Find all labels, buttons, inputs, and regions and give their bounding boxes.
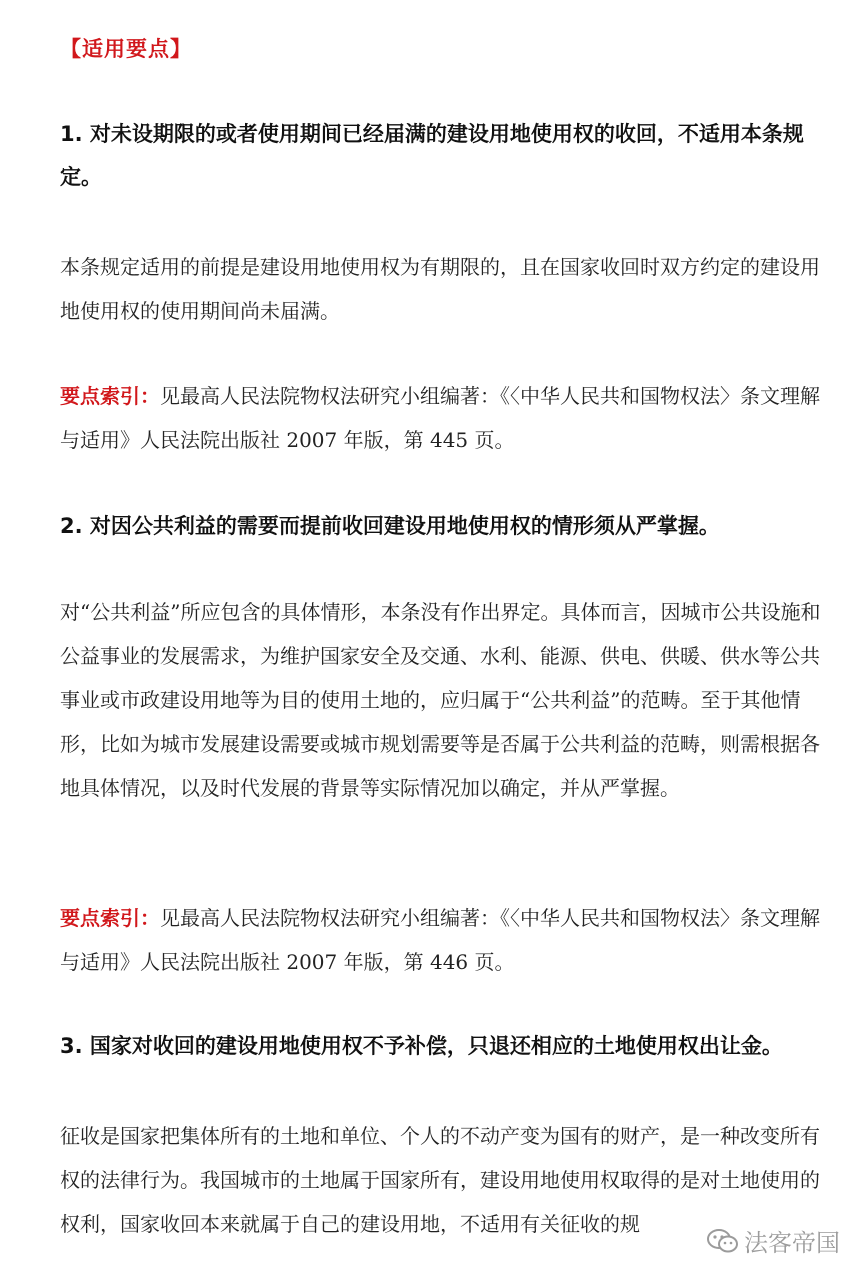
point-2-reference: [60, 896, 836, 984]
point-1-reference-label: 要点索引：: [60, 384, 160, 408]
point-1-reference-text: 见最高人民法院物权法研究小组编著：《〈中华人民共和国物权法〉条文理解与适用》人民法院出版社 2007 年版，第 445 页。: [60, 384, 820, 452]
section-title: 【适用要点】: [60, 37, 192, 61]
point-1-reference: [60, 374, 836, 462]
point-2-reference-label: 要点索引：: [60, 906, 160, 930]
point-2-heading: 2. 对因公共利益的需要而提前收回建设用地使用权的情形须从严掌握。: [60, 514, 720, 538]
point-2-body: 对“公共利益”所应包含的具体情形，本条没有作出界定。具体而言，因城市公共设施和公益事业的发展需求，为维护国家安全及交通、水利、能源、供电、供暖、供水等公共事业或市政建设用地等为目的使用土地的，应归属于“公共利益”的范畴。至于其他情形，比如为城市发展建设需要或城市规划需要等是否属于公共利益的范畴，则需根据各地具体情况，以及时代发展的背景等实际情况加以确定，并从严掌握。: [60, 600, 821, 800]
wechat-icon: [706, 1227, 740, 1255]
point-1-heading: 1. 对未设期限的或者使用期间已经届满的建设用地使用权的收回，不适用本条规定。: [60, 122, 804, 189]
point-3-body: 征收是国家把集体所有的土地和单位、个人的不动产变为国有的财产，是一种改变所有权的法律行为。我国城市的土地属于国家所有，建设用地使用权取得的是对土地使用的权利，国家收回本来就属于自己的建设用地，不适用有关征收的规: [60, 1124, 820, 1236]
point-2-reference-text: 见最高人民法院物权法研究小组编著：《〈中华人民共和国物权法〉条文理解与适用》人民法院出版社 2007 年版，第 446 页。: [60, 906, 820, 974]
watermark-text: 法客帝国: [744, 1229, 840, 1257]
point-1-body: 本条规定适用的前提是建设用地使用权为有期限的，且在国家收回时双方约定的建设用地使用权的使用期间尚未届满。: [60, 255, 820, 323]
point-3-heading: 3. 国家对收回的建设用地使用权不予补偿，只退还相应的土地使用权出让金。: [60, 1034, 783, 1058]
wechat-watermark: [706, 1223, 840, 1258]
